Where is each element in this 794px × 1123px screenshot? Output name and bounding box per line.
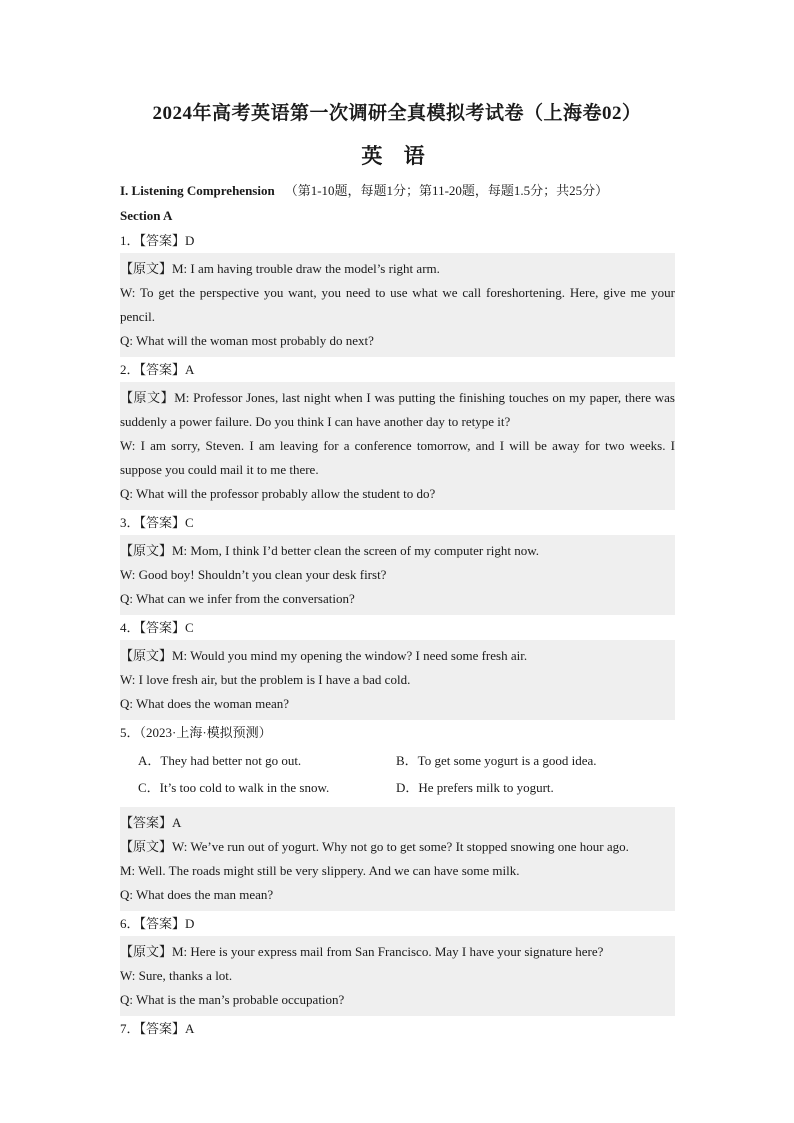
transcript-line: 【原文】M: Mom, I think I’d better clean the screen of my computer right now.	[120, 543, 540, 558]
question-stem-5: 5．（2023·上海·模拟预测）	[120, 724, 272, 740]
answer-line-1: 1．【答案】D	[120, 232, 195, 248]
option-b: B．To get some yogurt is a good idea.	[396, 753, 597, 768]
answer-line-7: 7．【答案】A	[120, 1020, 195, 1036]
section-a-heading: Section A	[120, 207, 173, 223]
transcript-line: W: Sure, thanks a lot.	[120, 968, 233, 983]
exam-content	[120, 178, 675, 1041]
part-heading	[120, 178, 675, 203]
answer-line-6: 6．【答案】D	[120, 915, 195, 931]
options-5	[120, 745, 675, 807]
option-c: C．It’s too cold to walk in the snow.	[138, 780, 330, 795]
transcript-block-2	[120, 382, 675, 510]
transcript-line: Q: What does the woman mean?	[120, 696, 290, 711]
transcript-line: Q: What is the man’s probable occupation?	[120, 992, 345, 1007]
transcript-block-5	[120, 807, 675, 911]
transcript-line: W: I am sorry, Steven. I am leaving for a conference tomorrow, and I will be away for two weeks. I suppose you could mail it to me there.	[120, 438, 675, 477]
transcript-line: 【原文】M: Would you mind my opening the window? I need some fresh air.	[120, 648, 528, 663]
transcript-line: Q: What will the professor probably allow the student to do?	[120, 486, 436, 501]
transcript-line: 【原文】M: Professor Jones, last night when I was putting the finishing touches on my paper, there was suddenly a power failure. Do you think I can have another day to retype it?	[120, 390, 675, 429]
option-a: A．They had better not go out.	[138, 753, 302, 768]
transcript-block-4	[120, 640, 675, 720]
transcript-line: Q: What will the woman most probably do next?	[120, 333, 374, 348]
option-d: D．He prefers milk to yogurt.	[396, 780, 554, 795]
exam-subject: 英 语	[361, 144, 433, 168]
part-heading-main: I. Listening Comprehension	[120, 182, 275, 198]
transcript-line: Q: What can we infer from the conversation?	[120, 591, 355, 606]
answer-line-3: 3．【答案】C	[120, 514, 194, 530]
transcript-block-1	[120, 253, 675, 357]
transcript-line: 【原文】M: Here is your express mail from San Francisco. May I have your signature here?	[120, 944, 604, 959]
transcript-line: Q: What does the man mean?	[120, 887, 274, 902]
transcript-line: M: Well. The roads might still be very slippery. And we can have some milk.	[120, 863, 520, 878]
transcript-block-3	[120, 535, 675, 615]
transcript-line: W: Good boy! Shouldn’t you clean your desk first?	[120, 567, 387, 582]
transcript-line: 【原文】M: I am having trouble draw the model’s right arm.	[120, 261, 440, 276]
answer-line-5: 【答案】A	[120, 815, 182, 830]
transcript-line: W: To get the perspective you want, you need to use what we call foreshortening. Here, give me your pencil.	[120, 285, 675, 324]
part-heading-detail: （第1-10题，每题1分；第11-20题，每题1.5分；共25分）	[284, 182, 609, 198]
transcript-line: W: I love fresh air, but the problem is I have a bad cold.	[120, 672, 411, 687]
answer-line-4: 4．【答案】C	[120, 619, 194, 635]
answer-line-2: 2．【答案】A	[120, 361, 195, 377]
transcript-block-6	[120, 936, 675, 1016]
transcript-line: 【原文】W: We’ve run out of yogurt. Why not go to get some? It stopped snowing one hour ago.	[120, 839, 629, 854]
exam-title: 2024年高考英语第一次调研全真模拟考试卷（上海卷02）	[152, 103, 642, 124]
